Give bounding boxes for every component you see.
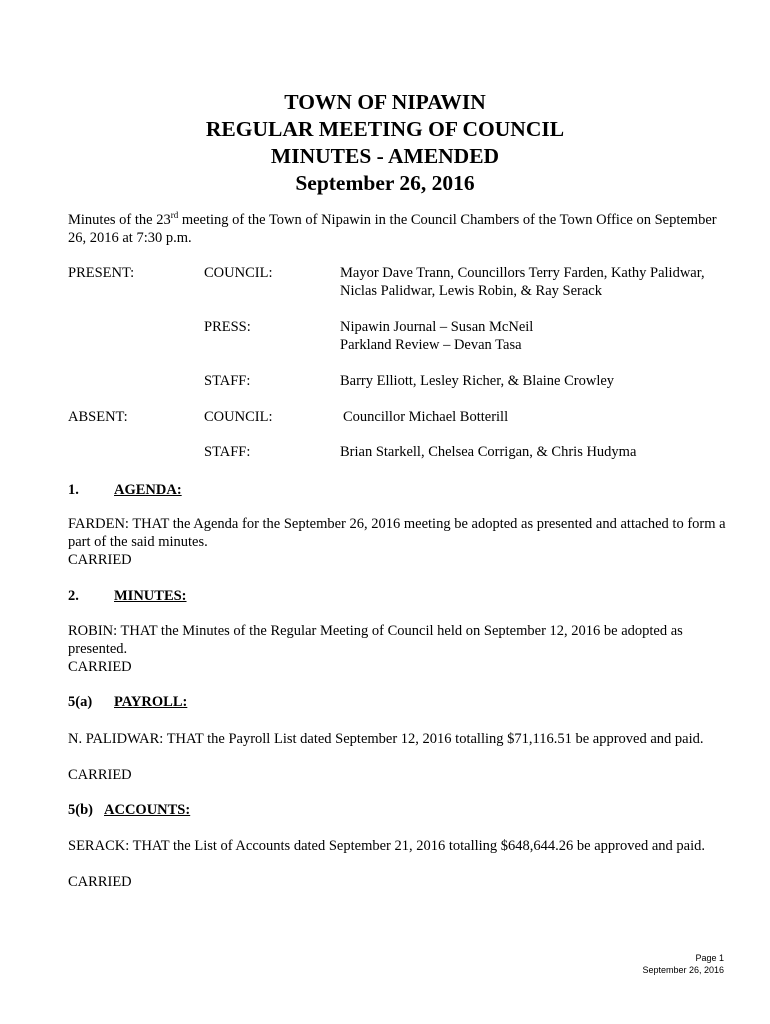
minutes-number: 2. (68, 588, 79, 604)
title-minutes: MINUTES - AMENDED (270, 144, 500, 168)
present-label: PRESENT: (68, 265, 135, 281)
intro-paragraph (68, 211, 728, 247)
payroll-heading: PAYROLL: (114, 694, 188, 710)
absent-council-label: COUNCIL: (204, 409, 273, 425)
present-council-label: COUNCIL: (204, 265, 273, 281)
staff-label: STAFF: (204, 373, 251, 389)
press-label: PRESS: (204, 319, 251, 335)
absent-staff-label: STAFF: (204, 444, 251, 460)
intro-text-end: meeting of the Town of Nipawin in the Council Chambers of the Town Office on September 26, 2016 at 7:30 p.m. (68, 212, 717, 246)
intro-text-start: Minutes of the 23 (68, 212, 171, 228)
press-line2: Parkland Review – Devan Tasa (340, 337, 522, 353)
page-number: Page 1 (695, 953, 724, 963)
press-line1: Nipawin Journal – Susan McNeil (340, 319, 534, 335)
present-council-line1: Mayor Dave Trann, Councillors Terry Farden, Kathy Palidwar, (340, 265, 705, 281)
accounts-motion: SERACK: THAT the List of Accounts dated September 21, 2016 totalling $648,644.26 be approved and paid. (68, 838, 705, 854)
agenda-motion: FARDEN: THAT the Agenda for the September 26, 2016 meeting be adopted as presented and attached to form a part of the said minutes. (68, 516, 726, 550)
minutes-heading: MINUTES: (114, 588, 187, 604)
absent-staff-value: Brian Starkell, Chelsea Corrigan, & Chris Hudyma (340, 444, 637, 460)
title-town: TOWN OF NIPAWIN (284, 90, 486, 114)
payroll-result: CARRIED (68, 767, 132, 783)
payroll-number: 5(a) (68, 694, 93, 710)
intro-superscript: rd (170, 210, 179, 221)
agenda-number: 1. (68, 482, 79, 498)
page-footer (642, 952, 724, 976)
title-date: September 26, 2016 (295, 171, 475, 195)
present-council-line2: Niclas Palidwar, Lewis Robin, & Ray Serack (340, 283, 602, 299)
agenda-heading: AGENDA: (114, 482, 182, 498)
absent-label: ABSENT: (68, 409, 128, 425)
staff-value: Barry Elliott, Lesley Richer, & Blaine Crowley (340, 373, 615, 389)
accounts-result: CARRIED (68, 874, 132, 890)
title-meeting: REGULAR MEETING OF COUNCIL (205, 117, 565, 141)
agenda-result: CARRIED (68, 552, 132, 568)
accounts-number: 5(b) (68, 802, 93, 818)
absent-council-value: Councillor Michael Botterill (343, 409, 509, 425)
minutes-motion: ROBIN: THAT the Minutes of the Regular Meeting of Council held on September 12, 2016 be adopted as presented. (68, 623, 683, 657)
minutes-result: CARRIED (68, 659, 132, 675)
payroll-motion: N. PALIDWAR: THAT the Payroll List dated September 12, 2016 totalling $71,116.51 be approved and paid. (68, 731, 704, 747)
document-title (0, 89, 770, 197)
accounts-heading: ACCOUNTS: (104, 802, 191, 818)
footer-date: September 26, 2016 (642, 965, 724, 975)
